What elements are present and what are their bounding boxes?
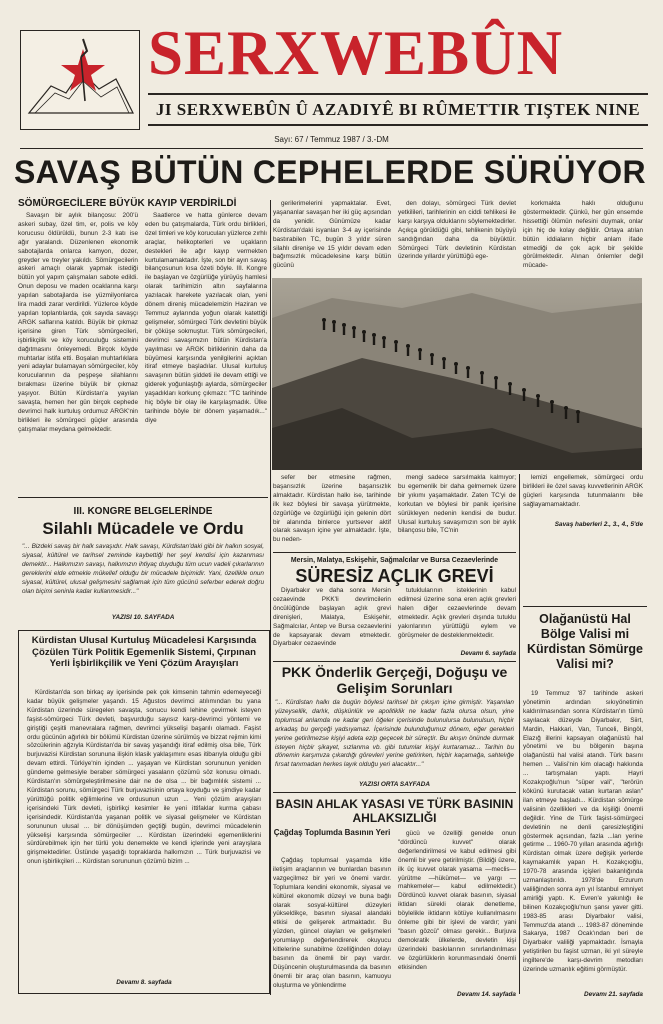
lead-column-4-text: den dolayı, sömürgeci Türk devlet yetkilileri, tarihlerinin en ciddi tehlikesi ile karşı karşıya olduklarını söylemektedirler. Açıkça görüldüğü gibi, tehlikenin büyüyü sandığından daha da büyüktür. Sömürgeci Türk devletinin Kürdistan üzerinde yıllardır yürüttüğü ege- xyxy=(398,200,516,261)
lead-column-1-text: Savaşın bir aylık bilançosu: 200'ü askeri subay, özel tim, er, polis ve köy korucusu öldürüldü, bunun 2-3 katı ise ağır yaralandı. Düzenlenen ekonomik sabotajlarda onlarca kamyon, dozer, greyder ve treyler yakıldı. Sömürgecilerin askeri amaçlı olarak yapmak istediği bütün yol yapım çalışmaları sabote edildi. Onun deposu ve maden ocaklarına karşı yapılan sabotajlarda ise yüzmilyonlarca lira maddi zarar verdirildi. Yüzlerce köyde yapılan toplantılarda, çok sayıda savaşçı ARGK saflarına katıldı. Büyük bir çıkmaz içerisine giren Türk sömürgecileri, işbirlikçilik ve köy koruculuğu sistemini dağıtmasını önleyemedi. Birçok köyde muhtarlar istifa etti. Boşalan muhtarlıklara yeni adaylar bulamayan sömürgeciler, köy korucularının da peşpeşe silahlarını bırakması üzerine büyük bir çıkmaz yaşıyor. Bütün Kürdistan'a yayılan savaşta, hemen her gün birçok cephede devrimci halk kurtuluş ordumuz ARGK'nin birlikleri ile sömürgeci güçler arasında çatışmalar meydana gelmektedir. xyxy=(18,212,138,433)
congress-kicker: III. KONGRE BELGELERİNDE xyxy=(73,506,213,517)
guerrilla-photo xyxy=(272,278,642,470)
hunger-rule xyxy=(273,552,516,553)
column-rule xyxy=(270,200,271,995)
masthead-rule-top xyxy=(148,93,648,95)
star-crest-logo-icon xyxy=(21,31,139,129)
issue-rule xyxy=(20,148,643,149)
pkk-quote: "... Kürdistan halkı da bugün böylesi tarihsel bir çıkışın içine girmiştir. Yaşanılan yüzeysellik, darlık, düşkünlük ve apolitiklik ne kadar fazla olursa olsun, yine toplumsal anlamda ne kadar geri öğeler içerisinde bulunulursa bulunulsun, hiçbir arkadaş bu gerçeği yadsıyamaz. İçerisinde bulunduğumuz dönem, eğer gerekleri yerine getirilmezse kişiyi adeta ezip geçecek bir süreçtir. Bu akışın önünde durmak isteyen hiçbir şikayet, sızlanma vb. gibi tutumlar kişiyi kurtaramaz... Tarihin bu dönemin karşımıza çıkardığı görevleri yerine getirirken, hiçbir kaçamağa, sahtelığe fırsat tanımadan herkes layık olduğu yeri alacaktır..." xyxy=(275,699,514,769)
boxed-continued: Devamı 8. sayfada xyxy=(116,979,172,986)
lead-column-2 xyxy=(145,212,267,494)
congress-rule xyxy=(18,497,268,498)
congress-quote: "... Bizdeki savaş bir halk savaşıdır. Halk savaşı, Kürdistan'daki gibi bir halkın sosyal, siyasal, kültürel ve tarihsel zeminde kaybettiği her şeyi kendisi için kazanması demektir... Halkımızın savaşı, halkımızın ihtiyaç duyduğu tüm ucun vadeli çıkarlarının gereklerini elde etmekle mükellef olduğu bir mücadele biçimidir. Yani, özellikle onun siyasal, kültürel, ulusal gelişmesini sağlamak için tüm gücünü seferber ederek doğru olan biçimi seninla kadar kullanmesidir..." xyxy=(22,543,264,595)
morality-continued: Devamı 14. sayfada xyxy=(457,991,516,998)
governor-rule xyxy=(523,606,647,607)
pkk-byline: YAZISI ORTA SAYFADA xyxy=(358,781,430,788)
lead-column-1 xyxy=(18,212,138,494)
governor-headline: Olağanüstü Hal Bölge Valisi mi Kürdistan Sömürge Valisi mi? xyxy=(527,612,643,671)
governor-continued: Devamı 21. sayfada xyxy=(584,991,643,998)
lead-column-5 xyxy=(523,200,643,276)
governor-body-text: 19 Temmuz '87 tarihinde askeri yönetimin ardından sıkıyönetimin kaldırılmasından sonra Kürdistan'ın tümü sayılacak düzeyde Diyarbakır, Siirt, Mardin, Hakkari, Van, Tunceli, Bingöl, Elazığ illerini kapsayan olağanüstü hal yönetimi ve bu bölgenin başına olağanüstü hal valisi atandı. Türk basını hemen ... Valisi'nin kim olacağı hakkında ... tartışmaları yaptı. Hayri Kozakçıoğlu'nun "süper vali", "terörün kökünü kurutacak vatan kurtaran aslan" ilan etmeye başladı... Kürdistan sömürge valisinin özellikleri ve da kişiliği önemli değildir. Yine de Türk faşist-sömürgeci devletinin ne denli çaresizleştiğini göstermek açısından, fazla ...ları yerine getirme ... 1960-70 yılları arasında ağırlığı Kürdistan olmak üzere değişik yerlerde kaymakamlık yapan H. Kozakçıoğlu, 1970-78 arasında içişleri bakanlığında uzmanlaştırıldı. 1978'de Erzurum valiliğinden sonra ayrı yıl İstanbul emniyet amirliği yaptı. K. Evren'e yakınlığı ile bilinen Kozakçıoğlu'nun şansı yaver gitti. 1983-85 arası Diyarbakır valisi, Temmuz'da atandı ... 1983-87 döneminde Sakarya, 1987 Ocak'ından beri de Diyarbakır valiliği yapmaktadır. İsmayla yetiştirilen bu faşist uzman, iki yıl süreyle ingiltere'de karşı-devrim metodları üzerinde uzmanlık eğitimi görmüştür. xyxy=(523,690,643,974)
hunger-column-1-text: Diyarbakır ve daha sonra Mersin cezaevinde PKK'li devrimcilerin öncülüğünde başlayan açlık grevi direnişleri, Malatya, Eskişehir, Sağmalcılar, Antep ve Bursa cezaevlerini de kapsayarak devam etmektedir. Diyarbakır cezaevinde xyxy=(273,587,391,648)
lead-column-5b-text: lemizi engellemek, sömürgeci ordu birlikleri ile özel savaş kuvvetlerinin ARGK güçleri karşısında tutunmalarını bile sağlayamamaktadır. xyxy=(523,474,643,508)
column-rule xyxy=(519,474,520,994)
lead-column-4b xyxy=(398,474,516,548)
morality-subhead: Çağdaş Toplumda Basının Yeri xyxy=(273,828,391,837)
governor-body xyxy=(523,690,643,990)
hunger-column-2-text: tutuklularının isteklerinin kabul edilmesi üzerine sona eren açlık grevleri halen diğer cezaevlerinde devam etmektedir. Açlık grevleri dışında tutuklu yakınlarının yürüttüğü eylem ve görüşmeler de desteklenmektedir. xyxy=(398,587,516,639)
lead-column-3b xyxy=(273,474,391,548)
morality-column-2 xyxy=(398,830,516,990)
masthead-rule-bottom xyxy=(148,124,648,126)
boxed-article xyxy=(18,630,270,994)
lead-column-4 xyxy=(398,200,516,276)
morality-rule xyxy=(273,792,516,793)
lead-column-3 xyxy=(273,200,391,276)
morality-column-1-text: Çağdaş toplumsal yaşamda kitle iletişim araçlarının ve bunlardan basının vazgeçilmez bir yeri ve önemi vardır. Toplumlara kendini ekonomik, siyasal ve kültürel ekonomik düzeyi ve buna bağlı olarak sosyal-kültürel düzeyleri yükseldikçe, basının siyasal alandaki etkisi de gelişerek artmaktadır. Bu yüzden, güncel olayları ve gelişmeleri yorumlayıp değerlendirerek okuyucu kitlelerine sunabilme özelliğinden dolayı basının da önemli bir payı vardır. Düşüncenin oluşturulmasında da basının önemli bir araç olan basının, kamuoyu oluşturma ve yönlendirme xyxy=(273,857,391,989)
masthead-subtitle: JI SERXWEBÛN Û AZADIYÊ BI RÛMETTIR TIŞTEK NINE xyxy=(155,100,641,119)
pkk-headline: PKK Önderlik Gerçeği, Doğuşu ve Gelişim Sorunları xyxy=(281,664,508,696)
boxed-body xyxy=(27,689,261,977)
hunger-continued: Devamı 6. sayfada xyxy=(460,650,516,657)
lead-column-4b-text: mengi sadece sarsılmakla kalmıyor; bu egemenlik bir daha gelmemek üzere bir yıkımı yaşamaktadır. Zaten TC'yi de korkutan ve böylesi bir panik içerisine sürükleyen nedenin kendisi de budur. Ulusal kurtuluş savaşımızın son bir aylık bilançosu bile, TC'nin xyxy=(398,474,516,535)
masthead-logo xyxy=(20,30,140,130)
lead-headline: SAVAŞ BÜTÜN CEPHELERDE SÜRÜYOR xyxy=(14,154,646,190)
newspaper-title: SERXWEBÛN xyxy=(148,18,564,88)
boxed-body-text: Kürdistan'da son birkaç ay içerisinde pek çok kimsenin tahmin edemeyeceği kadar büyük gelişmeler yaşandı. 15 Ağustos devrimci atılımından bu yana Kürdistan üzerinde süregelen savaşta, sonucu kendi lehine çevirmek isteyen faşist-sömürgeci Türk devleti, başvurduğu sayısız karşı-devrimci yöntemi ve giriştiği çeşitli manevralara rağmen, devrimci yükselişi başarılı olamadı. Faşist ordu gücünün ağırlıklı bir bölümü Kürdistan üzerine sürülmüş ve bizzat rejimin kimi sözcülerinin ağzıyla Kürdistan'da bir savaş yaşandığı itiraf edilmiş olsa bile, Türk burjuvazisi Kürdistan sorununa ilişkin klasik yaklaşımını esas itibarıyla olduğu gibi devam ettirdi. Türkiye'nin içinden ... yaşayan ve Kürdistan sorununun yeniden gündeme gelmesiyle beraber sömürgeci yasaların çözümü söz konusu olmadı. Kürdistan'ın sömürgeleştirilmesine dair ne de olsa ... bir bağımlılık sistemi ... Kürdistan sorunu, sömürgeci Türk burjuvazisinin ortaya koyduğu ve şimdiye kadar yürüttüğü politik eğilimlerine ve ordusunun uzun ... Yeni çözüm arayışları içerisindeki Türk devleti, işbirlikçi kesimler ile yeni ittifaklar kurma çabası içerisindedir. Kürdistan'da yaşanan politik ve siyasal gelişmeler ve Kürdistan sorununun ulusal ... bir dönüşümden geçtiği bugün, devrimci mücadelenin yükselişi karşısında sömürgeciler ... Kürdistan üzerindeki egemenliklerini sürdürebilmek için her türlü yolu denemekte ve kendi içlerinde yeni arayışlara girişmektedirler. Üstünde yaşadığı topraklarda halkımızın ... Türk burjuvazisi ve onun işbirlikçileri ... Kürdistan sorununun çözümü bizim ... xyxy=(27,689,261,866)
congress-headline: Silahlı Mücadele ve Ordu xyxy=(42,519,244,538)
lead-column-2-text: Saatlerce ve hatta günlerce devam eden bu çatışmalarda, Türk ordu birlikleri, özel timleri ve köy korucuları yüzlerce zırhlı araçlar, helikopterleri ve uçakların destekleri ile ağır kayıp vermekten kurtulamamaktadır. İşte, son bir ayın savaş bilançosunun kısa özeti böyle. III. Kongre ile başlayan ve özgürlüğe yürüyüş hamlesi olarak tarihimizin altın sayfalarına yazılacak harekete yazılacak olan, yeni dönem direniş mücadelemizin Haziran ve Temmuz aylarında yoğun olarak katettiği gelişmeler, sömürgeci Türk devletini büyük bir çöküşe sokmuştur. Türk sömürgecileri, devrimci savaşımızın bütün Kürdistan'a yayılması ve ARGK birliklerinin daha da büyümesi karşısında yenilgilerini açıktan itiraf etmeye başladılar. Ulusal kurtuluş savaşının bütün şiddeti ile devam ettiği ve giderek yoğunlaştığı aylarda, sömürgeciler yaşadıkları korkunç çıkmazı: "TC tarihinde hiç böyle bir olay ile karşılaşmadık. Ülke tarihinde böyle bir dönem yaşamadık..." diye xyxy=(145,212,267,424)
issue-info: Sayı: 67 / Temmuz 1987 / 3.-DM xyxy=(274,135,389,144)
hunger-column-1 xyxy=(273,587,391,653)
lead-continued: Savaş haberleri 2., 3., 4., 5'de xyxy=(554,521,643,528)
hunger-headline: SÜRESİZ AÇLIK GREVİ xyxy=(295,566,494,586)
lead-column-5b xyxy=(523,474,643,518)
lead-column-3-text: gerilerimelerini yapmaktalar. Evet, yaşananlar savaşan her iki güç açısından da yenidir. Günümüze kadar Kürdistan'daki isyanları 3-4 ay içerisinde bastırabilen TC, bugün 3 yıldır süren silahlı direnişe ve 15 yıldır devam eden bağımsızlık mücadelesine karşı bütün gücünü xyxy=(273,200,391,270)
morality-column-2-text: gücü ve özelliği genelde onun "dördüncü kuvvet" olarak değerlendirilmesi ve kabul edilmesi gibi önemli bir yere getirilmiştir. (Bildiği üzere, ilk üç kuvvet olarak yasama —meclis— yürütme —hükümet— ve yargı —mahkemeler— kabul edilmektedir.) Dördüncü kuvvet olarak basının, siyasal iktidarı sürekli olarak denetleme, böylelikle iktidarın kötüye kullanılmasını önleme gibi bir işlevi de vardır; yani "basın gözcü" olması gerekir... Burjuva demokratik ülkelerde, devletin kişi üzerindeki baskılarının sınırlandırılması ve özgürlüklerin korunmasındaki önemli etkisinden xyxy=(398,830,516,971)
congress-byline: YAZISI 10. SAYFADA xyxy=(111,614,175,621)
hunger-column-2 xyxy=(398,587,516,645)
boxed-headline: Kürdistan Ulusal Kurtuluş Mücadelesi Karşısında Çözülen Türk Politik Egemenlik Sistemi, Çırpınan Yerli İşbirlikçilik ve Yeni Çözüm Arayışları xyxy=(31,635,257,670)
pkk-rule xyxy=(273,661,516,662)
morality-headline: BASIN AHLAK YASASI VE TÜRK BASININ AHLAKSIZLIĞI xyxy=(275,797,514,825)
hunger-kicker: Mersin, Malatya, Eskişehir, Sağmalcılar ve Bursa Cezaevlerinde xyxy=(290,557,499,564)
lead-column-3b-text: sefer ber etmesine rağmen, başarısızlık üzerine başarısızlık almaktadır. Kürdistan halkı ise, tarihinde ilk kez böylesi bir savaşa yürütmekte, özgürlüğe ve özgürlüğü için gelenin dört bir alanında binlerce yurtsever aktif olarak savaşın içine yer almaktadır. İşte, bu neden- xyxy=(273,474,391,544)
morality-column-1 xyxy=(273,857,391,997)
lead-subhead: SÖMÜRGECİLERE BÜYÜK KAYIP VERDİRİLDİ xyxy=(18,198,237,209)
lead-column-5-text: korkmakta haklı olduğunu göstermektedir. Çünkü, her gün ensemde hissettiği ölümün nefesini duymak, onlar için hiç de kolay değildir. Ortaya atılan bütün iddiaların hiçbir anlam ifade etmediği de çok açık bir şekilde görülmektedir. Alınan önlemler değil mücade- xyxy=(523,200,643,270)
